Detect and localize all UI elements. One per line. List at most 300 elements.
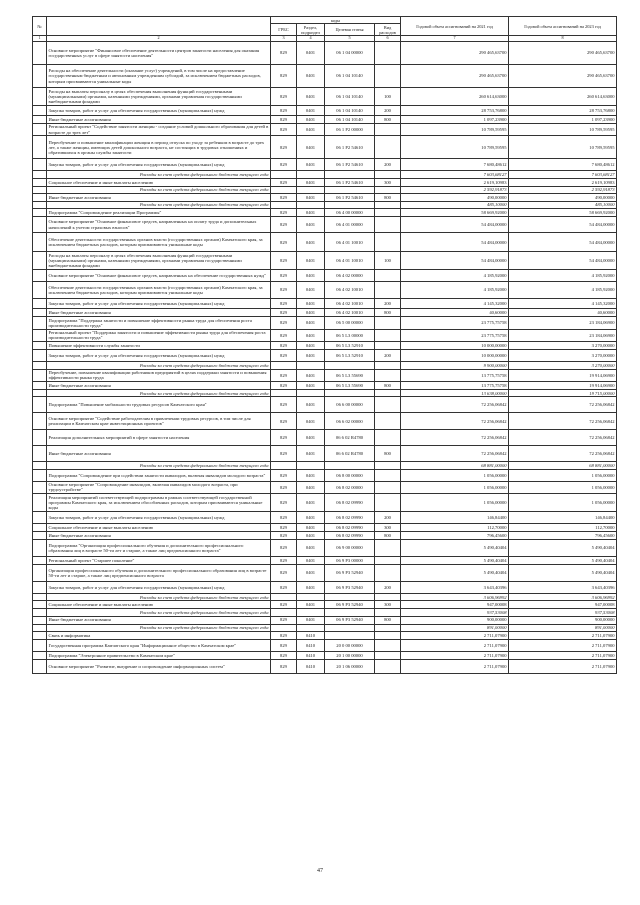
row-name-cell: Подпрограмма "Повышение мобильности трудовых ресурсов Камчатского края" <box>47 397 271 413</box>
row-name-cell: Расходы на обеспечение деятельности (оказание услуг) учреждений, в том числе на предоставление государственным бюджетным и автономным учреждениям субсидий, за исключением бюджетных расходов, которым присваиваются уникальные коды <box>47 65 271 88</box>
section-cell: 0401 <box>297 397 325 413</box>
vid-cell: 200 <box>375 159 401 171</box>
row-name-cell: Закупка товаров, работ и услуг для обеспечения государственных (муниципальных) нужд <box>47 105 271 115</box>
row-name-cell: Иные бюджетные ассигнования <box>47 532 271 540</box>
section-cell: 0401 <box>297 540 325 557</box>
row-number-cell <box>33 178 47 186</box>
row-name-cell: Подпрограмма "Организация профессионального обучения и дополнительного профессионального образования лиц в возрасте 50-ти лет и старше, а также лиц предпенсионного возраста" <box>47 540 271 557</box>
vid-cell: 200 <box>375 105 401 115</box>
amount-2021-cell: 112,70000 <box>401 524 509 532</box>
section-cell: 0401 <box>297 252 325 270</box>
section-cell: 0401 <box>297 217 325 233</box>
section-cell: 0401 <box>297 329 325 342</box>
target-cell: 06 1 04 10140 <box>325 88 375 106</box>
amount-2023-cell: 3 270,00000 <box>509 342 617 350</box>
grbs-cell: 829 <box>271 233 297 252</box>
amount-2021-cell: 13 638,00000 <box>401 390 509 397</box>
target-cell: 06 1 04 10140 <box>325 65 375 88</box>
section-cell: 0401 <box>297 65 325 88</box>
grbs-cell: 829 <box>271 540 297 557</box>
grbs-cell: 829 <box>271 178 297 186</box>
amount-2023-cell: 260 614,63000 <box>509 88 617 106</box>
target-cell: 06 1 P2 00000 <box>325 123 375 136</box>
row-number-cell <box>33 329 47 342</box>
row-name-cell: Социальное обеспечение и иные выплаты населению <box>47 524 271 532</box>
grbs-cell: 829 <box>271 115 297 123</box>
amount-2023-cell: 54 484,00000 <box>509 252 617 270</box>
target-cell: 20 1 06 00000 <box>325 659 375 673</box>
vid-cell: 200 <box>375 582 401 594</box>
target-cell: 06 9 P3 52940 <box>325 616 375 624</box>
target-cell <box>325 609 375 616</box>
amount-2021-cell: 2 711,07900 <box>401 651 509 659</box>
vid-cell <box>375 282 401 299</box>
table-row <box>33 171 617 178</box>
amount-2021-cell: 10 000,00000 <box>401 342 509 350</box>
table-row <box>33 481 617 494</box>
amount-2021-cell: 796,45600 <box>401 532 509 540</box>
grbs-cell: 829 <box>271 193 297 201</box>
row-number-cell <box>33 512 47 524</box>
vid-cell <box>375 413 401 430</box>
amount-2023-cell: 1 056,00000 <box>509 481 617 494</box>
row-name-cell: Основное мероприятие "Сопровождение инвалидов, включая инвалидов молодого возраста, при трудоустройстве" <box>47 481 271 494</box>
section-cell: 0401 <box>297 532 325 540</box>
amount-2023-cell: 10 789,59595 <box>509 136 617 159</box>
amount-2021-cell: 1 056,00000 <box>401 481 509 494</box>
vid-cell <box>375 494 401 512</box>
section-cell: 0401 <box>297 350 325 362</box>
table-row <box>33 159 617 171</box>
vid-cell <box>375 270 401 282</box>
amount-2021-cell: 54 484,00000 <box>401 233 509 252</box>
target-cell: 06 9 P3 00000 <box>325 557 375 565</box>
vid-cell <box>375 136 401 159</box>
row-name-cell: Расходы за счет средств федерального бюджета текущего года <box>47 186 271 193</box>
amount-2023-cell: 112,70000 <box>509 524 617 532</box>
section-cell: 0401 <box>297 178 325 186</box>
amount-2021-cell: 3 643,40396 <box>401 582 509 594</box>
target-cell <box>325 624 375 631</box>
amount-2023-cell: 146,84400 <box>509 512 617 524</box>
grbs-cell <box>271 624 297 631</box>
row-name-cell: Реализация дополнительных мероприятий в сфере занятости населения <box>47 430 271 446</box>
table-row <box>33 659 617 673</box>
row-name-cell: Основное мероприятие "Финансовое обеспечение деятельности центров занятости населения для оказания государственных услуг в сфере занятости населения" <box>47 42 271 65</box>
amount-2021-cell: 13 775,75758 <box>401 382 509 390</box>
amount-2023-cell: 3 270,00000 <box>509 350 617 362</box>
grbs-cell: 829 <box>271 252 297 270</box>
amount-2021-cell: 2 711,07900 <box>401 659 509 673</box>
grbs-cell: 829 <box>271 282 297 299</box>
section-cell: 0401 <box>297 524 325 532</box>
amount-2023-cell: 23 184,06900 <box>509 317 617 330</box>
row-number-cell <box>33 159 47 171</box>
table-row <box>33 105 617 115</box>
vid-cell <box>375 397 401 413</box>
grbs-cell: 829 <box>271 317 297 330</box>
amount-2021-cell: 891,00000 <box>401 624 509 631</box>
amount-2023-cell: 23 184,06900 <box>509 329 617 342</box>
amount-2021-cell: 68 881,00000 <box>401 462 509 469</box>
row-number-cell <box>33 123 47 136</box>
target-cell <box>325 594 375 601</box>
section-cell: 0401 <box>297 209 325 217</box>
amount-2021-cell: 58 669,92000 <box>401 209 509 217</box>
grbs-cell <box>271 462 297 469</box>
row-name-cell: Основное мероприятие "Развитие, внедрение и сопровождение информационных систем" <box>47 659 271 673</box>
table-row <box>33 193 617 201</box>
table-row <box>33 532 617 540</box>
target-cell: 06 8 00 00000 <box>325 469 375 481</box>
section-cell: 0401 <box>297 369 325 382</box>
row-number-cell <box>33 217 47 233</box>
row-name-cell: Расходы на выплаты персоналу в целях обеспечения выполнения функций государственными (муниципальными) органами, казенными учреждениями, органами управления государственными внебюджетными фондами <box>47 88 271 106</box>
row-name-cell: Иные бюджетные ассигнования <box>47 382 271 390</box>
table-row <box>33 123 617 136</box>
row-number-cell <box>33 430 47 446</box>
vid-cell <box>375 651 401 659</box>
vid-cell <box>375 42 401 65</box>
section-cell: 0401 <box>297 309 325 317</box>
vid-cell: 800 <box>375 309 401 317</box>
target-cell: 06 6 02 00000 <box>325 413 375 430</box>
row-name-cell: Подпрограмма "Поддержка занятости и повышение эффективности рынка труда для обеспечения роста производительности труда" <box>47 317 271 330</box>
amount-2023-cell: 2 711,07900 <box>509 651 617 659</box>
amount-2023-cell: 891,00000 <box>509 624 617 631</box>
table-row <box>33 369 617 382</box>
amount-2023-cell: 1 056,00000 <box>509 494 617 512</box>
grbs-cell <box>271 201 297 208</box>
row-number-cell <box>33 299 47 309</box>
amount-2021-cell: 10 789,59595 <box>401 136 509 159</box>
vid-cell: 800 <box>375 446 401 462</box>
table-row <box>33 115 617 123</box>
grbs-cell: 829 <box>271 350 297 362</box>
col-number: 7 <box>401 36 509 42</box>
row-name-cell: Основное мероприятие "Основное финансовое средств, направленных на обеспечение государственных нужд" <box>47 270 271 282</box>
table-row <box>33 639 617 651</box>
target-cell <box>325 186 375 193</box>
row-name-cell: Переобучение, повышение квалификации работников предприятий в целях поддержки занятости и повышения эффективности рынка труда <box>47 369 271 382</box>
amount-2023-cell: 290 465,63700 <box>509 65 617 88</box>
target-cell: 06 8 02 09990 <box>325 494 375 512</box>
section-cell: 0401 <box>297 115 325 123</box>
amount-2023-cell: 4 145,32000 <box>509 299 617 309</box>
amount-2021-cell: 4 145,32000 <box>401 299 509 309</box>
section-cell <box>297 462 325 469</box>
col-number: 3 <box>271 36 297 42</box>
amount-2021-cell: 10 789,59595 <box>401 123 509 136</box>
section-cell <box>297 201 325 208</box>
amount-2023-cell: 485,10000 <box>509 201 617 208</box>
section-cell: 0401 <box>297 469 325 481</box>
col-number: 6 <box>375 36 401 42</box>
row-name-cell: Связь и информатика <box>47 631 271 639</box>
table-row <box>33 540 617 557</box>
row-number-cell <box>33 105 47 115</box>
amount-2021-cell: 146,84400 <box>401 512 509 524</box>
row-name-cell: Иные бюджетные ассигнования <box>47 616 271 624</box>
grbs-cell: 829 <box>271 382 297 390</box>
year2023-header: Годовой объем ассигнований на 2023 год <box>509 17 617 36</box>
table-row <box>33 209 617 217</box>
amount-2023-cell: 68 881,00000 <box>509 462 617 469</box>
grbs-cell: 829 <box>271 616 297 624</box>
amount-2021-cell: 54 484,00000 <box>401 217 509 233</box>
section-cell: 0410 <box>297 639 325 651</box>
target-cell <box>325 390 375 397</box>
row-name-cell: Реализация мероприятий соответствующей подпрограммы в рамках соответствующей государственной программы Камчатского края, за исключением обособленных расходов, которым присваиваются уникальные коды <box>47 494 271 512</box>
amount-2021-cell: 23 775,75758 <box>401 329 509 342</box>
table-row <box>33 329 617 342</box>
section-cell: 0401 <box>297 582 325 594</box>
row-name-cell: Расходы за счет средств федерального бюджета текущего года <box>47 201 271 208</box>
col-number: 8 <box>509 36 617 42</box>
row-number-cell <box>33 171 47 178</box>
row-number-cell <box>33 601 47 609</box>
section-cell: 0401 <box>297 136 325 159</box>
table-row <box>33 469 617 481</box>
vid-cell: 300 <box>375 178 401 186</box>
vid-cell <box>375 317 401 330</box>
section-cell <box>297 390 325 397</box>
amount-2021-cell: 9 900,00000 <box>401 362 509 369</box>
target-cell: 06 4 01 10010 <box>325 233 375 252</box>
section-cell: 0401 <box>297 413 325 430</box>
row-number-cell <box>33 317 47 330</box>
target-header: Целевая статья <box>325 24 375 36</box>
vid-cell <box>375 123 401 136</box>
grbs-cell: 829 <box>271 524 297 532</box>
section-cell: 0401 <box>297 233 325 252</box>
section-cell <box>297 186 325 193</box>
vid-cell <box>375 557 401 565</box>
vid-cell <box>375 201 401 208</box>
grbs-cell: 829 <box>271 209 297 217</box>
row-number-cell <box>33 659 47 673</box>
row-number-cell <box>33 350 47 362</box>
table-row <box>33 430 617 446</box>
row-name-cell: Подпрограмма "Сопровождение реализации Программы" <box>47 209 271 217</box>
section-cell <box>297 171 325 178</box>
year2021-header: Годовой объем ассигнований на 2021 год <box>401 17 509 36</box>
table-row <box>33 524 617 532</box>
vid-cell: 800 <box>375 193 401 201</box>
row-name-cell: Государственная программа Камчатского края "Информационное общество в Камчатском крае" <box>47 639 271 651</box>
table-row <box>33 624 617 631</box>
amount-2023-cell: 947,00008 <box>509 601 617 609</box>
amount-2021-cell: 260 614,63000 <box>401 88 509 106</box>
grbs-cell: 829 <box>271 397 297 413</box>
section-cell: 0410 <box>297 659 325 673</box>
grbs-cell <box>271 186 297 193</box>
row-name-cell: Расходы на выплаты персоналу в целях обеспечения выполнения функций государственными (муниципальными) органами, казенными учреждениями, органами управления государственными внебюджетными фондами <box>47 252 271 270</box>
section-cell: 0401 <box>297 430 325 446</box>
row-number-cell <box>33 397 47 413</box>
target-cell <box>325 462 375 469</box>
row-name-cell: Иные бюджетные ассигнования <box>47 309 271 317</box>
target-cell: 06 4 00 00000 <box>325 209 375 217</box>
amount-2023-cell: 5 490,40404 <box>509 540 617 557</box>
target-cell: 06 9 P3 52940 <box>325 582 375 594</box>
section-cell: 0401 <box>297 123 325 136</box>
grbs-cell: 829 <box>271 299 297 309</box>
grbs-cell: 829 <box>271 532 297 540</box>
amount-2023-cell: 28 753,76800 <box>509 105 617 115</box>
section-cell: 0410 <box>297 631 325 639</box>
amount-2023-cell: 5 490,40404 <box>509 557 617 565</box>
target-cell: 06 1 P2 54610 <box>325 178 375 186</box>
table-row <box>33 362 617 369</box>
vid-cell: 100 <box>375 252 401 270</box>
amount-2023-cell: 40,60000 <box>509 309 617 317</box>
vid-cell <box>375 390 401 397</box>
table-row <box>33 233 617 252</box>
row-name-cell: Расходы за счет средств федерального бюджета текущего года <box>47 390 271 397</box>
table-row <box>33 609 617 616</box>
table-row <box>33 65 617 88</box>
amount-2023-cell: 58 669,92000 <box>509 209 617 217</box>
row-number-cell <box>33 252 47 270</box>
grbs-cell: 829 <box>271 557 297 565</box>
section-cell: 0401 <box>297 88 325 106</box>
row-number-cell <box>33 624 47 631</box>
vid-cell <box>375 481 401 494</box>
section-cell <box>297 362 325 369</box>
vid-cell <box>375 624 401 631</box>
target-cell: 06 4 02 10010 <box>325 282 375 299</box>
row-number-cell <box>33 557 47 565</box>
target-cell: 06 5 L3 52910 <box>325 350 375 362</box>
amount-2021-cell: 7 680,48612 <box>401 159 509 171</box>
table-row <box>33 88 617 106</box>
table-row <box>33 565 617 582</box>
row-number-cell <box>33 532 47 540</box>
amount-2023-cell: 490,00000 <box>509 193 617 201</box>
target-cell: 06 6 02 R4780 <box>325 430 375 446</box>
grbs-cell: 829 <box>271 217 297 233</box>
amount-2023-cell: 72 256,06842 <box>509 397 617 413</box>
row-number-cell <box>33 481 47 494</box>
section-cell: 0401 <box>297 446 325 462</box>
row-name-cell: Закупка товаров, работ и услуг для обеспечения государственных (муниципальных) нужд <box>47 159 271 171</box>
grbs-cell: 829 <box>271 329 297 342</box>
grbs-cell <box>271 390 297 397</box>
target-cell <box>325 362 375 369</box>
row-number-cell <box>33 413 47 430</box>
row-number-cell <box>33 88 47 106</box>
vid-cell: 200 <box>375 350 401 362</box>
row-number-cell <box>33 446 47 462</box>
amount-2021-cell: 54 484,00000 <box>401 252 509 270</box>
amount-2023-cell: 4 185,92000 <box>509 282 617 299</box>
table-body <box>33 42 617 674</box>
amount-2021-cell: 947,00008 <box>401 601 509 609</box>
row-number-cell <box>33 42 47 65</box>
section-cell: 0401 <box>297 494 325 512</box>
amount-2021-cell: 72 256,06842 <box>401 413 509 430</box>
row-number-cell <box>33 193 47 201</box>
target-cell: 06 8 02 09990 <box>325 532 375 540</box>
vid-cell <box>375 430 401 446</box>
table-row <box>33 282 617 299</box>
row-name-cell: Основное мероприятие "Содействие работодателям в привлечении трудовых ресурсов, в том числе для реализации в Камчатском крае инвестиционных проектов" <box>47 413 271 430</box>
target-cell: 06 5 L3 00000 <box>325 329 375 342</box>
amount-2021-cell: 7 603,68127 <box>401 171 509 178</box>
amount-2023-cell: 3 270,00000 <box>509 362 617 369</box>
amount-2021-cell: 23 775,75758 <box>401 317 509 330</box>
row-name-cell: Закупка товаров, работ и услуг для обеспечения государственных (муниципальных) нужд <box>47 350 271 362</box>
target-cell: 06 5 00 00000 <box>325 317 375 330</box>
row-number-cell <box>33 282 47 299</box>
amount-2023-cell: 900,00000 <box>509 616 617 624</box>
amount-2021-cell: 485,10000 <box>401 201 509 208</box>
vid-cell <box>375 462 401 469</box>
grbs-cell: 829 <box>271 651 297 659</box>
vid-header: Вид расходов <box>375 24 401 36</box>
amount-2021-cell: 4 185,92000 <box>401 282 509 299</box>
col-number: 1 <box>33 36 47 42</box>
vid-cell <box>375 565 401 582</box>
row-number-cell <box>33 609 47 616</box>
amount-2021-cell: 490,00000 <box>401 193 509 201</box>
row-name-cell: Расходы за счет средств федерального бюджета текущего года <box>47 624 271 631</box>
row-name-cell: Расходы за счет средств федерального бюджета текущего года <box>47 594 271 601</box>
vid-cell: 100 <box>375 88 401 106</box>
table-row <box>33 446 617 462</box>
grbs-cell: 829 <box>271 446 297 462</box>
vid-cell: 200 <box>375 299 401 309</box>
grbs-cell: 829 <box>271 601 297 609</box>
amount-2021-cell: 2 711,07900 <box>401 639 509 651</box>
table-row <box>33 186 617 193</box>
amount-2023-cell: 54 484,00000 <box>509 217 617 233</box>
row-number-cell <box>33 639 47 651</box>
grbs-cell: 829 <box>271 309 297 317</box>
table-row <box>33 299 617 309</box>
target-cell: 06 6 00 00000 <box>325 397 375 413</box>
row-number-cell <box>33 469 47 481</box>
col-number: 4 <box>297 36 325 42</box>
page-number: 47 <box>317 868 323 874</box>
amount-2023-cell: 796,45600 <box>509 532 617 540</box>
row-name-cell: Переобучение и повышение квалификации женщин в период отпуска по уходу за ребенком в возрасте до трех лет, а также женщин, имеющих детей дошкольного возраста, не состоящих в трудовых отношениях и обратившихся в органы службы занятости <box>47 136 271 159</box>
table-row <box>33 136 617 159</box>
row-name-cell: Расходы за счет средств федерального бюджета текущего года <box>47 171 271 178</box>
row-number-cell <box>33 65 47 88</box>
amount-2021-cell: 290 465,63700 <box>401 42 509 65</box>
row-number-cell <box>33 270 47 282</box>
grbs-cell: 829 <box>271 512 297 524</box>
row-name-cell: Закупка товаров, работ и услуг для обеспечения государственных (муниципальных) нужд <box>47 512 271 524</box>
vid-cell: 200 <box>375 512 401 524</box>
target-cell: 06 1 04 10140 <box>325 105 375 115</box>
target-cell: 06 5 L3 55690 <box>325 369 375 382</box>
row-number-cell <box>33 209 47 217</box>
row-name-cell: Подпрограмма "Электронное правительство в Камчатском крае" <box>47 651 271 659</box>
amount-2021-cell: 4 185,92000 <box>401 270 509 282</box>
row-number-cell <box>33 494 47 512</box>
row-name-cell: Региональный проект "Старшее поколение" <box>47 557 271 565</box>
table-row <box>33 616 617 624</box>
target-cell: 06 9 P3 52940 <box>325 601 375 609</box>
row-number-cell <box>33 565 47 582</box>
grbs-cell <box>271 609 297 616</box>
vid-cell <box>375 362 401 369</box>
vid-cell <box>375 609 401 616</box>
row-name-cell: Расходы за счет средств федерального бюджета текущего года <box>47 462 271 469</box>
